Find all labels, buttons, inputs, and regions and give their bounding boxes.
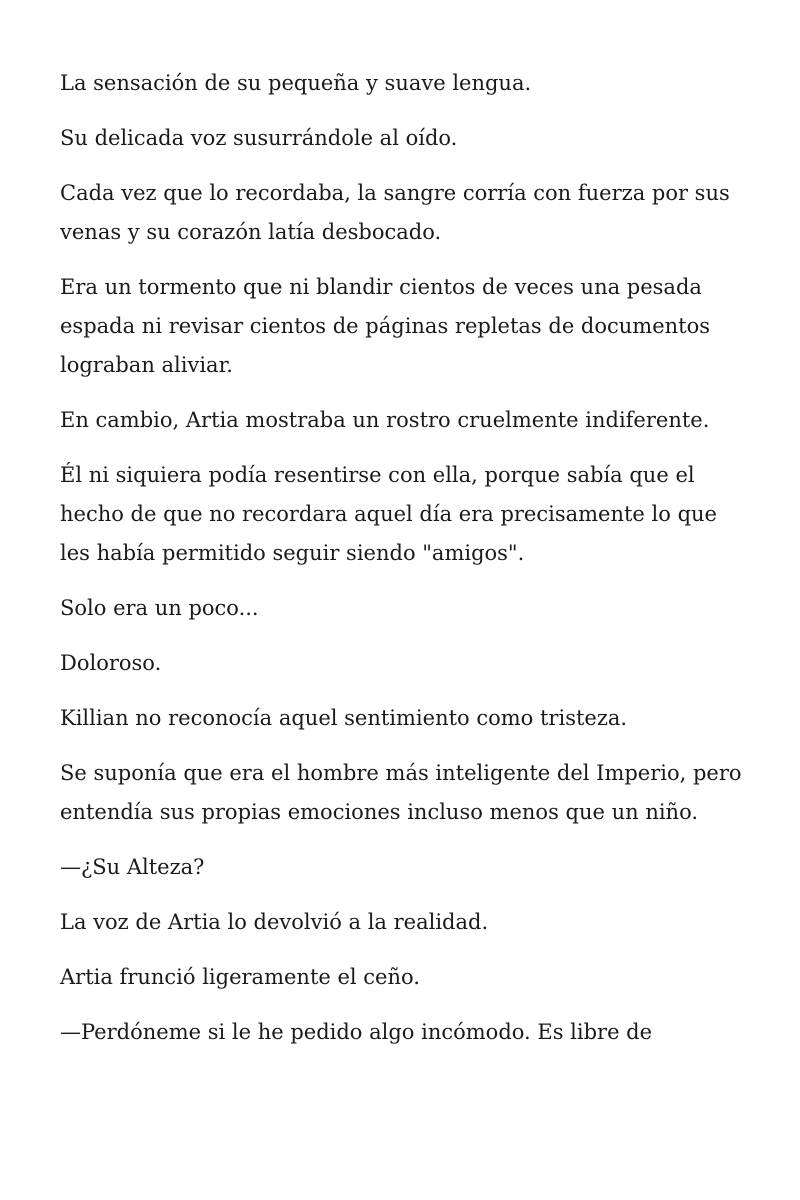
paragraph: —Perdóneme si le he pedido algo incómodo. Es libre de [60, 1020, 653, 1044]
paragraph: Artia frunció ligeramente el ceño. [60, 965, 420, 989]
paragraph: Cada vez que lo recordaba, la sangre corría con fuerza por sus venas y su corazón latía desbocado. [60, 181, 730, 244]
paragraph: Doloroso. [60, 651, 162, 675]
paragraph: En cambio, Artia mostraba un rostro cruelmente indiferente. [60, 408, 710, 432]
paragraph: Su delicada voz susurrándole al oído. [60, 126, 458, 150]
paragraph: Se suponía que era el hombre más inteligente del Imperio, pero entendía sus propias emociones incluso menos que un niño. [60, 761, 742, 824]
paragraph: —¿Su Alteza? [60, 855, 205, 879]
paragraph: Él ni siquiera podía resentirse con ella, porque sabía que el hecho de que no recordara aquel día era precisamente lo que les había permitido seguir siendo "amigos". [60, 463, 717, 565]
paragraph: Era un tormento que ni blandir cientos de veces una pesada espada ni revisar cientos de páginas repletas de documentos lograban aliviar. [60, 275, 711, 377]
document-body [60, 64, 750, 1068]
paragraph: La sensación de su pequeña y suave lengua. [60, 71, 532, 95]
paragraph: Killian no reconocía aquel sentimiento como tristeza. [60, 706, 628, 730]
paragraph: Solo era un poco... [60, 596, 259, 620]
paragraph: La voz de Artia lo devolvió a la realidad. [60, 910, 489, 934]
